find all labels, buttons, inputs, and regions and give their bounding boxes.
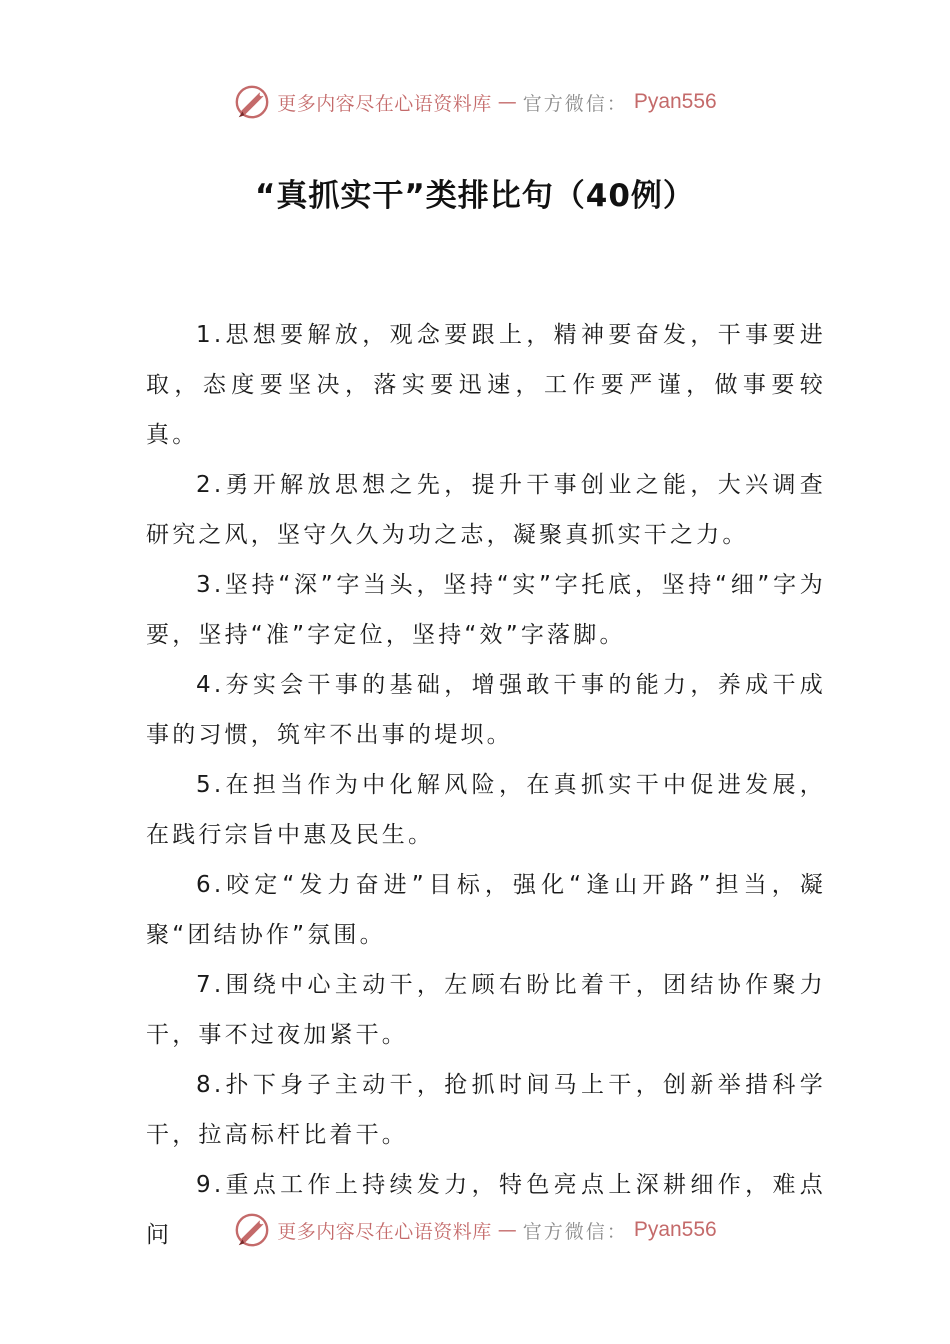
paragraph-4: 4.夯实会干事的基础，增强敢干事的能力，养成干成事的习惯，筑牢不出事的堤坝。 <box>146 672 826 748</box>
banner-text: 更多内容尽在心语资料库 <box>277 92 492 115</box>
footer-watermark-banner <box>0 1210 950 1250</box>
banner-wechat-id: Pyan556 <box>633 90 717 113</box>
header-watermark-banner <box>0 82 950 122</box>
document-body <box>146 310 826 1260</box>
paragraph-6: 6.咬定“发力奋进”目标，强化“逢山开路”担当，凝聚“团结协作”氛围。 <box>146 872 826 948</box>
paragraph-2: 2.勇开解放思想之先，提升干事创业之能，大兴调查研究之风，坚守久久为功之志，凝聚真抓实干之力。 <box>146 472 826 548</box>
paragraph-7: 7.围绕中心主动干，左顾右盼比着干，团结协作聚力干，事不过夜加紧干。 <box>146 972 826 1048</box>
banner-separator: — <box>497 91 517 113</box>
paragraph-5: 5.在担当作为中化解风险，在真抓实干中促进发展，在践行宗旨中惠及民生。 <box>146 772 826 848</box>
banner-wechat-label: 官方微信： <box>522 92 628 115</box>
banner-wechat-id: Pyan556 <box>633 1218 717 1241</box>
paragraph-3: 3.坚持“深”字当头，坚持“实”字托底，坚持“细”字为要，坚持“准”字定位，坚持“效”字落脚。 <box>146 572 826 648</box>
pen-nib-logo-icon <box>233 83 271 121</box>
banner-text: 更多内容尽在心语资料库 <box>277 1220 492 1243</box>
banner-separator: — <box>497 1219 517 1241</box>
paragraph-8: 8.扑下身子主动干，抢抓时间马上干，创新举措科学干，拉高标杆比着干。 <box>146 1072 826 1148</box>
paragraph-9: 9.重点工作上持续发力，特色亮点上深耕细作，难点问 <box>146 1172 826 1248</box>
banner-wechat-label: 官方微信： <box>522 1220 628 1243</box>
pen-nib-logo-icon <box>233 1211 271 1249</box>
document-title: “真抓实干”类排比句（40例） <box>255 178 695 214</box>
paragraph-1: 1.思想要解放，观念要跟上，精神要奋发，干事要进取，态度要坚决，落实要迅速，工作要严谨，做事要较真。 <box>146 322 826 448</box>
